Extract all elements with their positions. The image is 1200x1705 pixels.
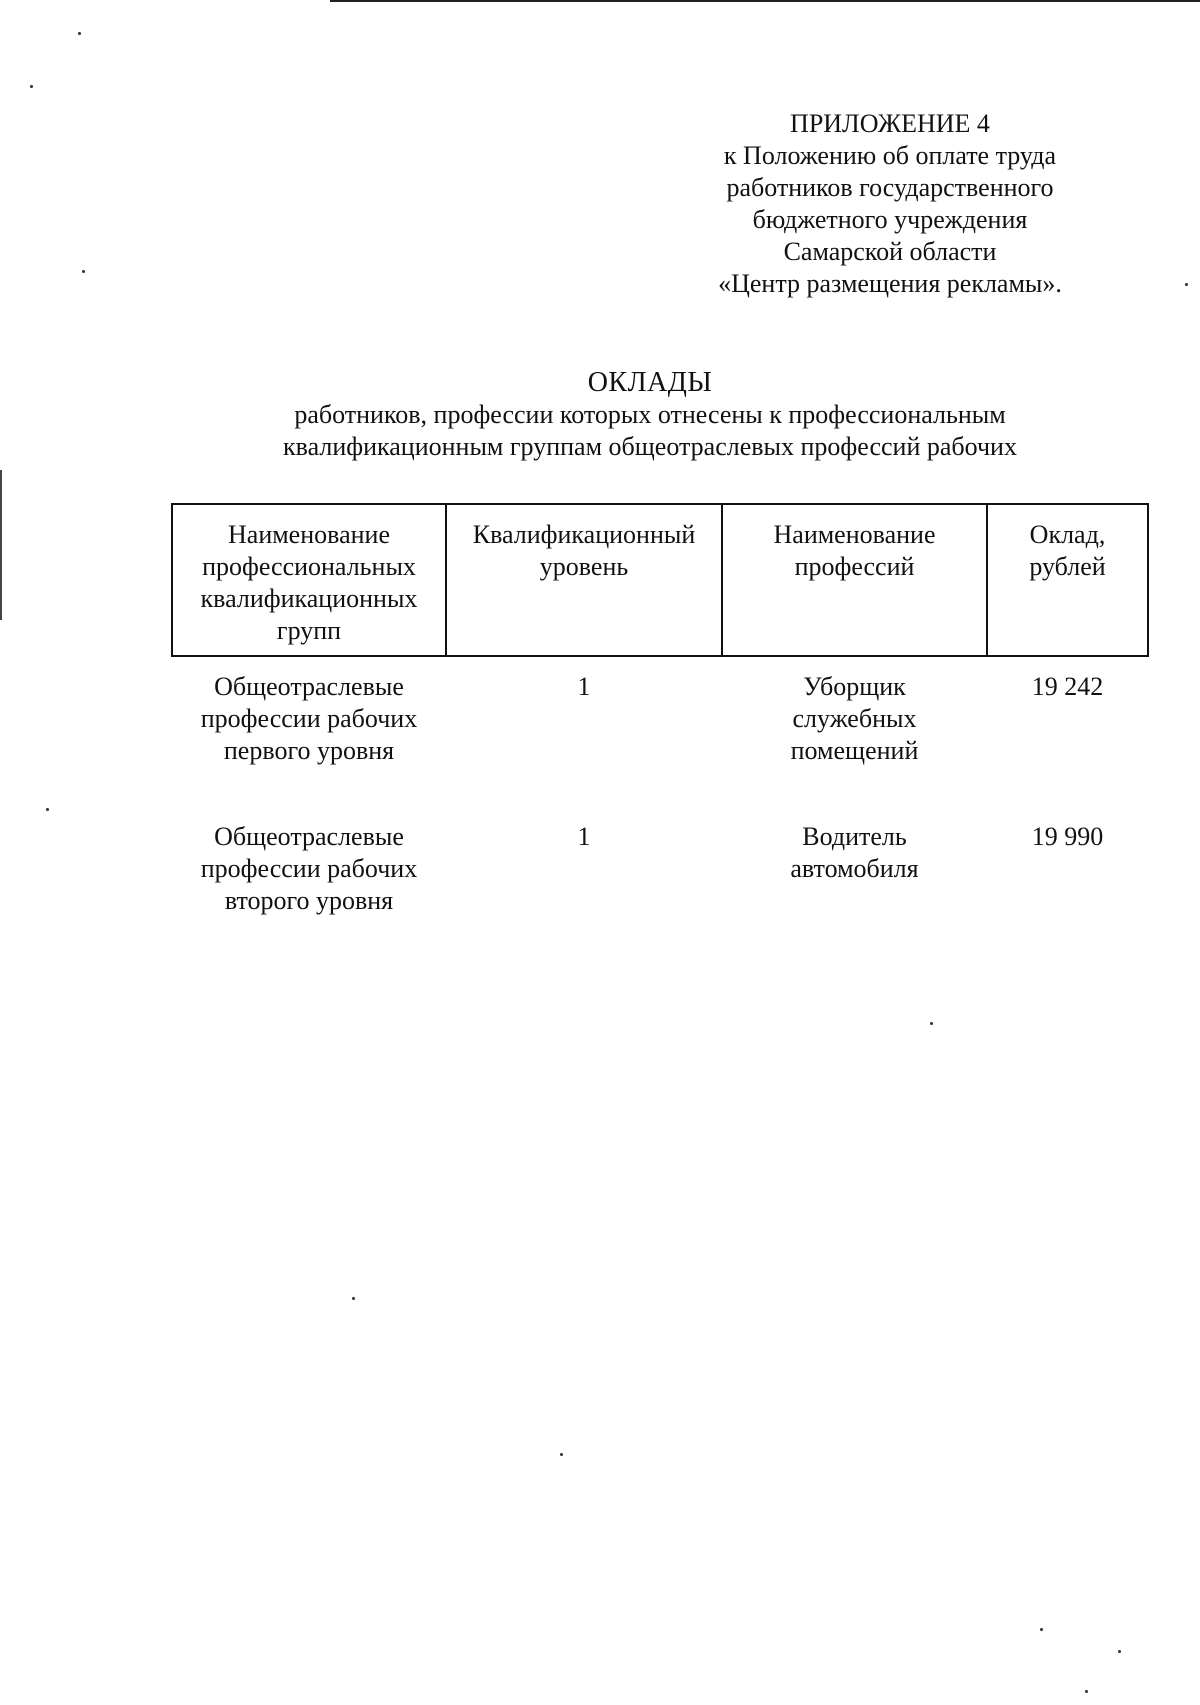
- page-title: ОКЛАДЫ: [587, 367, 713, 398]
- cell-text: автомобиля: [790, 854, 919, 883]
- row-spacer: [172, 656, 1148, 671]
- cell-text: первого уровня: [223, 736, 395, 765]
- header-level: [446, 504, 722, 656]
- header-text: рублей: [1029, 552, 1106, 581]
- cell-text: второго уровня: [224, 886, 394, 915]
- scan-speck: [560, 1453, 563, 1456]
- heading-block: [150, 367, 1150, 463]
- scan-speck: [82, 270, 85, 273]
- cell-text: профессии рабочих: [200, 854, 418, 883]
- scan-edge-left: [0, 470, 2, 620]
- scan-speck: [1085, 1690, 1088, 1693]
- cell-profession: [722, 821, 987, 931]
- cell-group: [172, 671, 446, 821]
- scan-edge-top: [330, 0, 1200, 2]
- appendix-line: к Положению об оплате труда: [723, 141, 1057, 170]
- salary-table: [171, 503, 1149, 931]
- header-group: [172, 504, 446, 656]
- cell-text: Уборщик: [803, 672, 906, 701]
- header-text: групп: [276, 616, 342, 645]
- cell-level: [446, 821, 722, 931]
- header-text: Оклад,: [1029, 520, 1106, 549]
- scan-speck: [930, 1022, 933, 1025]
- cell-text: Общеотраслевые: [214, 822, 404, 851]
- scan-speck: [30, 85, 33, 88]
- appendix-line: бюджетного учреждения: [752, 205, 1028, 234]
- appendix-title: ПРИЛОЖЕНИЕ 4: [790, 109, 990, 138]
- table-header-row: [172, 504, 1148, 656]
- header-profession: [722, 504, 987, 656]
- table-row: [172, 821, 1148, 931]
- scan-speck: [46, 808, 49, 811]
- scan-speck: [78, 32, 81, 35]
- cell-text: профессии рабочих: [200, 704, 418, 733]
- table-row: [172, 671, 1148, 821]
- subtitle-line: работников, профессии которых отнесены к профессиональным: [294, 400, 1006, 429]
- appendix-line: работников государственного: [726, 173, 1054, 202]
- cell-text: 1: [577, 822, 591, 851]
- cell-text: 1: [577, 672, 591, 701]
- header-text: профессий: [794, 552, 915, 581]
- cell-text: Общеотраслевые: [214, 672, 404, 701]
- cell-text: 19 990: [1031, 822, 1104, 851]
- header-text: Квалификационный: [472, 520, 696, 549]
- appendix-block: [640, 108, 1140, 300]
- cell-text: служебных: [792, 704, 917, 733]
- scan-speck: [352, 1297, 355, 1300]
- header-text: уровень: [539, 552, 629, 581]
- appendix-line: Самарской области: [783, 237, 997, 266]
- cell-group: [172, 821, 446, 931]
- cell-salary: [987, 821, 1148, 931]
- cell-profession: [722, 671, 987, 821]
- cell-text: Водитель: [802, 822, 907, 851]
- header-text: профессиональных: [202, 552, 416, 581]
- header-text: квалификационных: [200, 584, 418, 613]
- scan-speck: [1040, 1628, 1043, 1631]
- cell-text: 19 242: [1031, 672, 1104, 701]
- scan-speck: [1118, 1650, 1121, 1653]
- scan-speck: [1185, 283, 1188, 286]
- header-salary: [987, 504, 1148, 656]
- cell-level: [446, 671, 722, 821]
- header-text: Наименование: [773, 520, 936, 549]
- subtitle-line: квалификационным группам общеотраслевых профессий рабочих: [283, 432, 1017, 461]
- appendix-line: «Центр размещения рекламы».: [718, 269, 1062, 298]
- cell-text: помещений: [790, 736, 919, 765]
- cell-salary: [987, 671, 1148, 821]
- header-text: Наименование: [228, 520, 390, 549]
